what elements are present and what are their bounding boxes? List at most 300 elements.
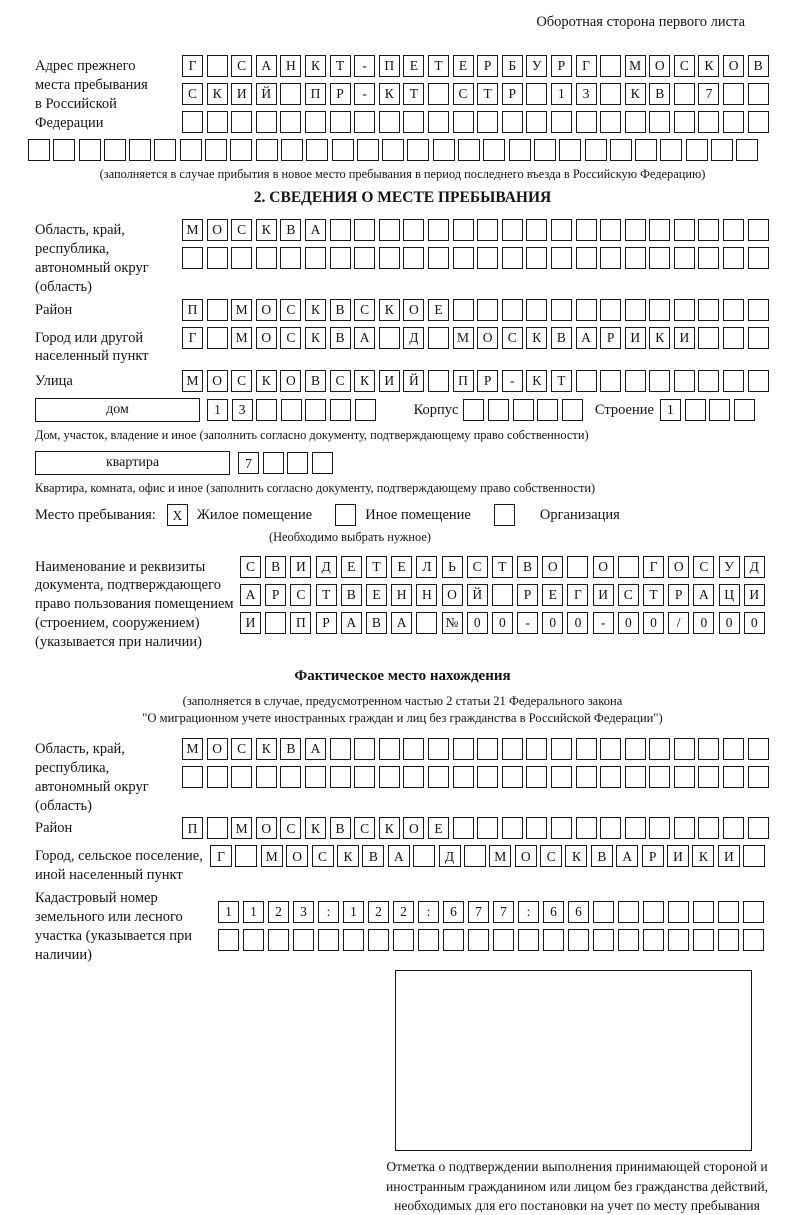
char-cell[interactable]: М xyxy=(625,55,646,77)
char-cell[interactable]: Р xyxy=(668,584,689,606)
char-cell[interactable]: К xyxy=(305,327,326,349)
char-cell[interactable]: К xyxy=(256,370,277,392)
char-cell[interactable] xyxy=(256,111,277,133)
char-cell[interactable] xyxy=(643,929,664,951)
char-cell[interactable] xyxy=(551,111,572,133)
char-cell[interactable]: Г xyxy=(643,556,664,578)
char-cell[interactable] xyxy=(428,247,449,269)
char-cell[interactable]: Й xyxy=(467,584,488,606)
char-cell[interactable] xyxy=(256,399,277,421)
char-cell[interactable] xyxy=(748,111,769,133)
char-cell[interactable] xyxy=(748,370,769,392)
char-cell[interactable] xyxy=(379,219,400,241)
char-cell[interactable] xyxy=(718,901,739,923)
char-cell[interactable] xyxy=(265,612,286,634)
char-cell[interactable]: М xyxy=(182,370,203,392)
char-cell[interactable] xyxy=(698,111,719,133)
char-cell[interactable] xyxy=(468,929,489,951)
char-cell[interactable] xyxy=(698,247,719,269)
char-cell[interactable] xyxy=(205,139,227,161)
char-cell[interactable] xyxy=(428,327,449,349)
char-cell[interactable]: - xyxy=(593,612,614,634)
char-cell[interactable] xyxy=(723,83,744,105)
char-cell[interactable]: М xyxy=(231,299,252,321)
char-cell[interactable] xyxy=(526,111,547,133)
char-cell[interactable] xyxy=(576,370,597,392)
char-cell[interactable] xyxy=(576,817,597,839)
char-cell[interactable] xyxy=(28,139,50,161)
char-cell[interactable] xyxy=(263,452,284,474)
char-cell[interactable] xyxy=(207,299,228,321)
char-cell[interactable]: Т xyxy=(643,584,664,606)
char-cell[interactable]: Р xyxy=(600,327,621,349)
char-cell[interactable]: Т xyxy=(492,556,513,578)
char-cell[interactable] xyxy=(477,247,498,269)
char-cell[interactable]: А xyxy=(256,55,277,77)
char-cell[interactable] xyxy=(593,901,614,923)
char-cell[interactable] xyxy=(428,766,449,788)
char-cell[interactable] xyxy=(379,111,400,133)
char-cell[interactable] xyxy=(207,817,228,839)
char-cell[interactable] xyxy=(354,247,375,269)
char-cell[interactable]: С xyxy=(354,817,375,839)
char-cell[interactable] xyxy=(625,299,646,321)
char-cell[interactable] xyxy=(568,929,589,951)
char-cell[interactable]: Й xyxy=(256,83,277,105)
apartment-field-box[interactable] xyxy=(35,451,230,475)
char-cell[interactable] xyxy=(182,247,203,269)
char-cell[interactable]: У xyxy=(526,55,547,77)
char-cell[interactable] xyxy=(635,139,657,161)
char-cell[interactable] xyxy=(104,139,126,161)
char-cell[interactable]: И xyxy=(593,584,614,606)
char-cell[interactable] xyxy=(330,738,351,760)
char-cell[interactable]: С xyxy=(182,83,203,105)
char-cell[interactable] xyxy=(281,399,302,421)
char-cell[interactable] xyxy=(748,83,769,105)
char-cell[interactable]: Т xyxy=(316,584,337,606)
char-cell[interactable]: О xyxy=(256,817,277,839)
char-cell[interactable]: М xyxy=(182,738,203,760)
char-cell[interactable] xyxy=(551,738,572,760)
char-cell[interactable]: 0 xyxy=(744,612,765,634)
char-cell[interactable]: К xyxy=(305,299,326,321)
char-cell[interactable]: М xyxy=(261,845,283,867)
char-cell[interactable]: : xyxy=(318,901,339,923)
char-cell[interactable] xyxy=(551,766,572,788)
char-cell[interactable]: С xyxy=(231,738,252,760)
house-field-box[interactable] xyxy=(35,398,200,422)
char-cell[interactable] xyxy=(305,399,326,421)
char-cell[interactable]: С xyxy=(280,817,301,839)
char-cell[interactable]: К xyxy=(379,299,400,321)
char-cell[interactable] xyxy=(559,139,581,161)
char-cell[interactable]: Е xyxy=(391,556,412,578)
char-cell[interactable] xyxy=(698,738,719,760)
char-cell[interactable] xyxy=(618,556,639,578)
char-cell[interactable] xyxy=(748,817,769,839)
char-cell[interactable]: К xyxy=(305,55,326,77)
char-cell[interactable] xyxy=(428,370,449,392)
char-cell[interactable]: К xyxy=(526,327,547,349)
char-cell[interactable]: 6 xyxy=(543,901,564,923)
char-cell[interactable] xyxy=(649,299,670,321)
char-cell[interactable] xyxy=(509,139,531,161)
char-cell[interactable] xyxy=(649,111,670,133)
char-cell[interactable]: 0 xyxy=(693,612,714,634)
char-cell[interactable] xyxy=(293,929,314,951)
char-cell[interactable]: К xyxy=(337,845,359,867)
char-cell[interactable]: Б xyxy=(502,55,523,77)
char-cell[interactable] xyxy=(79,139,101,161)
char-cell[interactable]: 0 xyxy=(492,612,513,634)
char-cell[interactable] xyxy=(743,901,764,923)
char-cell[interactable] xyxy=(576,738,597,760)
char-cell[interactable]: И xyxy=(718,845,740,867)
char-cell[interactable] xyxy=(403,219,424,241)
char-cell[interactable]: : xyxy=(518,901,539,923)
char-cell[interactable] xyxy=(649,370,670,392)
char-cell[interactable]: Л xyxy=(416,556,437,578)
char-cell[interactable] xyxy=(483,139,505,161)
char-cell[interactable]: Г xyxy=(182,55,203,77)
char-cell[interactable] xyxy=(281,139,303,161)
char-cell[interactable]: Р xyxy=(642,845,664,867)
char-cell[interactable]: Н xyxy=(280,55,301,77)
char-cell[interactable] xyxy=(318,929,339,951)
char-cell[interactable] xyxy=(526,83,547,105)
char-cell[interactable]: Р xyxy=(330,83,351,105)
char-cell[interactable] xyxy=(551,299,572,321)
char-cell[interactable]: Т xyxy=(330,55,351,77)
char-cell[interactable]: Г xyxy=(182,327,203,349)
char-cell[interactable] xyxy=(625,766,646,788)
char-cell[interactable] xyxy=(723,247,744,269)
char-cell[interactable]: В xyxy=(362,845,384,867)
char-cell[interactable] xyxy=(649,219,670,241)
char-cell[interactable]: Д xyxy=(744,556,765,578)
char-cell[interactable] xyxy=(464,845,486,867)
char-cell[interactable] xyxy=(674,766,695,788)
char-cell[interactable]: А xyxy=(391,612,412,634)
char-cell[interactable] xyxy=(698,370,719,392)
char-cell[interactable] xyxy=(526,299,547,321)
char-cell[interactable] xyxy=(416,612,437,634)
char-cell[interactable] xyxy=(567,556,588,578)
char-cell[interactable] xyxy=(723,766,744,788)
char-cell[interactable] xyxy=(355,399,376,421)
char-cell[interactable]: Р xyxy=(517,584,538,606)
char-cell[interactable] xyxy=(668,929,689,951)
char-cell[interactable]: О xyxy=(442,584,463,606)
char-cell[interactable]: Г xyxy=(567,584,588,606)
char-cell[interactable]: 7 xyxy=(698,83,719,105)
char-cell[interactable] xyxy=(736,139,758,161)
char-cell[interactable] xyxy=(231,111,252,133)
char-cell[interactable]: В xyxy=(330,327,351,349)
char-cell[interactable]: : xyxy=(418,901,439,923)
char-cell[interactable] xyxy=(403,766,424,788)
char-cell[interactable]: - xyxy=(354,83,375,105)
char-cell[interactable] xyxy=(280,247,301,269)
char-cell[interactable] xyxy=(698,327,719,349)
char-cell[interactable] xyxy=(543,929,564,951)
char-cell[interactable] xyxy=(526,738,547,760)
char-cell[interactable] xyxy=(280,111,301,133)
char-cell[interactable] xyxy=(625,370,646,392)
char-cell[interactable]: О xyxy=(207,738,228,760)
char-cell[interactable] xyxy=(551,219,572,241)
char-cell[interactable] xyxy=(280,766,301,788)
char-cell[interactable] xyxy=(723,327,744,349)
char-cell[interactable]: Й xyxy=(403,370,424,392)
char-cell[interactable] xyxy=(686,139,708,161)
char-cell[interactable] xyxy=(709,399,730,421)
char-cell[interactable] xyxy=(207,247,228,269)
char-cell[interactable] xyxy=(674,299,695,321)
char-cell[interactable] xyxy=(357,139,379,161)
char-cell[interactable]: У xyxy=(719,556,740,578)
char-cell[interactable]: А xyxy=(576,327,597,349)
char-cell[interactable] xyxy=(734,399,755,421)
char-cell[interactable]: 0 xyxy=(618,612,639,634)
char-cell[interactable] xyxy=(428,738,449,760)
char-cell[interactable] xyxy=(268,929,289,951)
char-cell[interactable] xyxy=(413,845,435,867)
char-cell[interactable] xyxy=(600,219,621,241)
char-cell[interactable] xyxy=(723,370,744,392)
char-cell[interactable] xyxy=(723,299,744,321)
char-cell[interactable] xyxy=(502,299,523,321)
char-cell[interactable]: А xyxy=(305,219,326,241)
char-cell[interactable] xyxy=(418,929,439,951)
char-cell[interactable]: О xyxy=(207,219,228,241)
char-cell[interactable]: Е xyxy=(341,556,362,578)
char-cell[interactable] xyxy=(502,247,523,269)
char-cell[interactable] xyxy=(518,929,539,951)
char-cell[interactable]: 1 xyxy=(660,399,681,421)
char-cell[interactable] xyxy=(537,399,558,421)
char-cell[interactable]: И xyxy=(744,584,765,606)
char-cell[interactable]: К xyxy=(379,817,400,839)
char-cell[interactable] xyxy=(488,399,509,421)
char-cell[interactable] xyxy=(354,738,375,760)
char-cell[interactable] xyxy=(330,219,351,241)
char-cell[interactable] xyxy=(502,111,523,133)
char-cell[interactable]: 3 xyxy=(232,399,253,421)
char-cell[interactable]: В xyxy=(280,219,301,241)
char-cell[interactable] xyxy=(743,929,764,951)
char-cell[interactable]: О xyxy=(668,556,689,578)
char-cell[interactable]: С xyxy=(312,845,334,867)
char-cell[interactable] xyxy=(306,139,328,161)
char-cell[interactable] xyxy=(693,929,714,951)
char-cell[interactable]: О xyxy=(649,55,670,77)
char-cell[interactable] xyxy=(207,327,228,349)
char-cell[interactable]: К xyxy=(256,738,277,760)
char-cell[interactable] xyxy=(354,766,375,788)
char-cell[interactable]: 0 xyxy=(542,612,563,634)
checkbox-organization[interactable] xyxy=(494,504,515,526)
char-cell[interactable]: С xyxy=(240,556,261,578)
char-cell[interactable] xyxy=(492,584,513,606)
char-cell[interactable] xyxy=(600,738,621,760)
char-cell[interactable]: - xyxy=(354,55,375,77)
char-cell[interactable] xyxy=(600,247,621,269)
char-cell[interactable] xyxy=(748,327,769,349)
char-cell[interactable]: И xyxy=(667,845,689,867)
char-cell[interactable] xyxy=(674,247,695,269)
char-cell[interactable]: К xyxy=(526,370,547,392)
char-cell[interactable] xyxy=(625,111,646,133)
char-cell[interactable] xyxy=(551,817,572,839)
char-cell[interactable]: М xyxy=(182,219,203,241)
char-cell[interactable]: Р xyxy=(316,612,337,634)
char-cell[interactable]: П xyxy=(182,817,203,839)
char-cell[interactable]: О xyxy=(256,299,277,321)
char-cell[interactable]: О xyxy=(403,299,424,321)
char-cell[interactable]: 7 xyxy=(493,901,514,923)
char-cell[interactable] xyxy=(493,929,514,951)
char-cell[interactable] xyxy=(576,219,597,241)
char-cell[interactable]: О xyxy=(515,845,537,867)
char-cell[interactable] xyxy=(343,929,364,951)
char-cell[interactable] xyxy=(453,111,474,133)
char-cell[interactable] xyxy=(711,139,733,161)
char-cell[interactable] xyxy=(693,901,714,923)
char-cell[interactable]: Д xyxy=(316,556,337,578)
char-cell[interactable]: В xyxy=(305,370,326,392)
char-cell[interactable] xyxy=(243,929,264,951)
char-cell[interactable] xyxy=(743,845,765,867)
char-cell[interactable] xyxy=(403,247,424,269)
char-cell[interactable]: Е xyxy=(366,584,387,606)
char-cell[interactable] xyxy=(218,929,239,951)
char-cell[interactable]: В xyxy=(551,327,572,349)
char-cell[interactable]: Ц xyxy=(719,584,740,606)
char-cell[interactable] xyxy=(129,139,151,161)
char-cell[interactable] xyxy=(625,219,646,241)
char-cell[interactable] xyxy=(600,83,621,105)
char-cell[interactable] xyxy=(600,55,621,77)
char-cell[interactable] xyxy=(256,766,277,788)
char-cell[interactable] xyxy=(379,327,400,349)
char-cell[interactable] xyxy=(748,738,769,760)
char-cell[interactable]: 1 xyxy=(218,901,239,923)
char-cell[interactable] xyxy=(668,901,689,923)
char-cell[interactable]: 3 xyxy=(576,83,597,105)
char-cell[interactable] xyxy=(393,929,414,951)
char-cell[interactable] xyxy=(477,111,498,133)
char-cell[interactable]: С xyxy=(467,556,488,578)
char-cell[interactable] xyxy=(182,111,203,133)
char-cell[interactable] xyxy=(748,299,769,321)
char-cell[interactable] xyxy=(600,370,621,392)
char-cell[interactable] xyxy=(477,219,498,241)
checkbox-residential[interactable]: X xyxy=(167,504,188,526)
char-cell[interactable] xyxy=(600,817,621,839)
char-cell[interactable]: С xyxy=(231,55,252,77)
char-cell[interactable]: Т xyxy=(477,83,498,105)
char-cell[interactable]: Р xyxy=(477,370,498,392)
char-cell[interactable]: Н xyxy=(391,584,412,606)
char-cell[interactable]: О xyxy=(403,817,424,839)
char-cell[interactable]: 1 xyxy=(551,83,572,105)
char-cell[interactable] xyxy=(256,247,277,269)
char-cell[interactable] xyxy=(649,247,670,269)
char-cell[interactable] xyxy=(477,817,498,839)
char-cell[interactable]: С xyxy=(231,370,252,392)
char-cell[interactable]: И xyxy=(674,327,695,349)
char-cell[interactable]: О xyxy=(723,55,744,77)
char-cell[interactable] xyxy=(674,111,695,133)
char-cell[interactable]: А xyxy=(305,738,326,760)
char-cell[interactable] xyxy=(618,929,639,951)
char-cell[interactable] xyxy=(576,247,597,269)
char-cell[interactable] xyxy=(453,817,474,839)
char-cell[interactable]: С xyxy=(280,327,301,349)
char-cell[interactable]: В xyxy=(591,845,613,867)
char-cell[interactable]: / xyxy=(668,612,689,634)
char-cell[interactable] xyxy=(618,901,639,923)
char-cell[interactable] xyxy=(354,219,375,241)
char-cell[interactable] xyxy=(698,817,719,839)
char-cell[interactable] xyxy=(231,247,252,269)
char-cell[interactable]: А xyxy=(240,584,261,606)
char-cell[interactable] xyxy=(585,139,607,161)
char-cell[interactable]: О xyxy=(207,370,228,392)
char-cell[interactable] xyxy=(287,452,308,474)
char-cell[interactable] xyxy=(443,929,464,951)
char-cell[interactable]: 3 xyxy=(293,901,314,923)
char-cell[interactable] xyxy=(453,219,474,241)
char-cell[interactable] xyxy=(576,111,597,133)
char-cell[interactable]: - xyxy=(517,612,538,634)
char-cell[interactable]: Е xyxy=(403,55,424,77)
char-cell[interactable]: В xyxy=(265,556,286,578)
char-cell[interactable] xyxy=(748,247,769,269)
char-cell[interactable]: И xyxy=(625,327,646,349)
char-cell[interactable]: В xyxy=(517,556,538,578)
char-cell[interactable] xyxy=(600,299,621,321)
char-cell[interactable]: В xyxy=(341,584,362,606)
char-cell[interactable] xyxy=(230,139,252,161)
char-cell[interactable]: И xyxy=(240,612,261,634)
char-cell[interactable]: П xyxy=(305,83,326,105)
char-cell[interactable]: 0 xyxy=(719,612,740,634)
char-cell[interactable]: С xyxy=(540,845,562,867)
char-cell[interactable]: Н xyxy=(416,584,437,606)
char-cell[interactable] xyxy=(562,399,583,421)
char-cell[interactable] xyxy=(453,766,474,788)
char-cell[interactable] xyxy=(382,139,404,161)
char-cell[interactable]: С xyxy=(693,556,714,578)
char-cell[interactable]: К xyxy=(698,55,719,77)
char-cell[interactable]: В xyxy=(280,738,301,760)
char-cell[interactable]: А xyxy=(388,845,410,867)
char-cell[interactable]: С xyxy=(280,299,301,321)
char-cell[interactable]: С xyxy=(502,327,523,349)
char-cell[interactable] xyxy=(280,83,301,105)
char-cell[interactable]: И xyxy=(290,556,311,578)
char-cell[interactable] xyxy=(428,111,449,133)
char-cell[interactable] xyxy=(610,139,632,161)
char-cell[interactable]: С xyxy=(618,584,639,606)
char-cell[interactable]: К xyxy=(565,845,587,867)
char-cell[interactable] xyxy=(625,817,646,839)
char-cell[interactable]: Е xyxy=(453,55,474,77)
char-cell[interactable]: С xyxy=(453,83,474,105)
